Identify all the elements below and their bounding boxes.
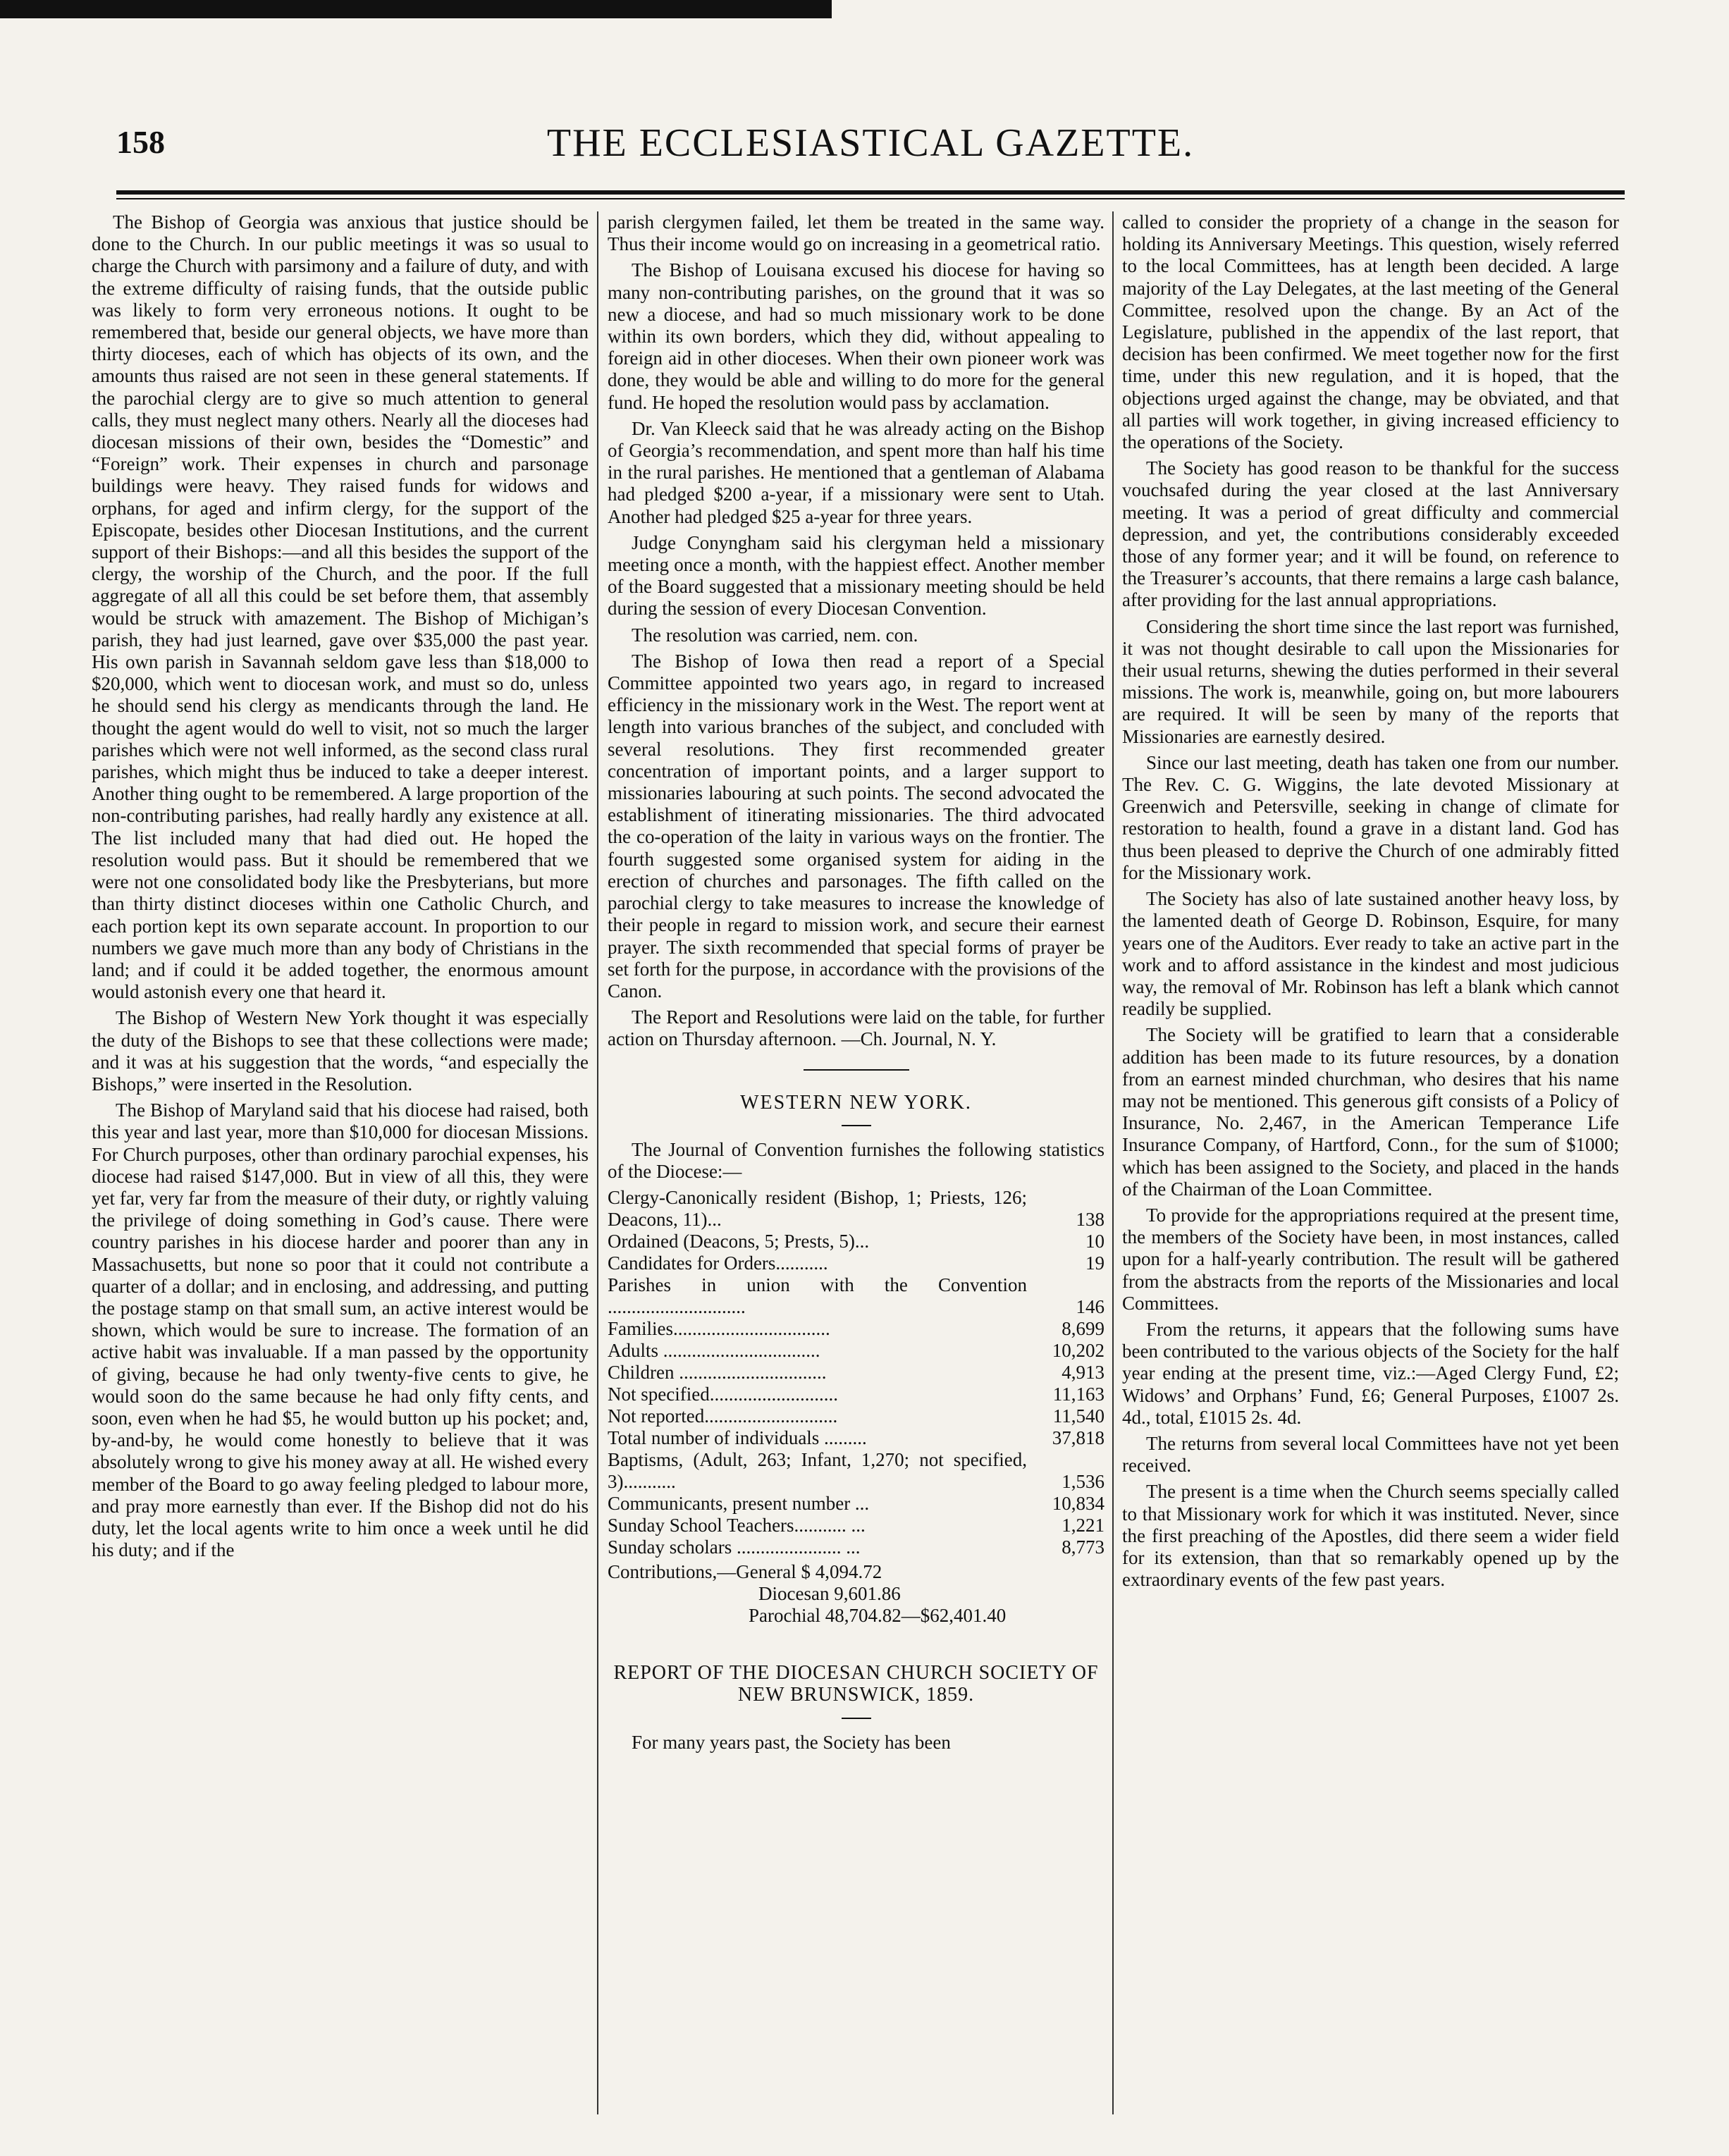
- paragraph-bishop-iowa: The Bishop of Iowa then read a report of a Special Committee appointed two years ago, in regard to increased efficiency in the missionary work in the West. The report went at length into various branches of the subject, and concluded with several resolutions. They first recommended greater concentration of important points, and a larger support to missionaries labouring at such points. The second advocated the establishment of itinerating missionaries. The third advocated the co-operation of the laity in various ways on the frontier. The fourth suggested some organised system for aiding in the erection of churches and parsonages. The fifth called on the parochial clergy to take measures to increase the knowledge of their people in regard to mission work, and secure their earnest prayer. The sixth recommended that special forms of prayer be set forth for the purpose, in accordance with the provisions of the Canon.: [608, 650, 1105, 1002]
- paragraph-death-robinson: The Society has also of late sustained another heavy loss, by the lamented death of George D. Robinson, Esquire, for many years one of the Auditors. Ever ready to take an active part in the work and to afford assistance in the kindest and most judicious way, the removal of Mr. Robinson has left a blank which cannot readily be supplied.: [1122, 888, 1619, 1020]
- statistics-row: [608, 1449, 1105, 1493]
- statistics-row: [608, 1515, 1105, 1536]
- paragraph-missionary-returns: Considering the short time since the last report was furnished, it was not thought desirable to call upon the Missionaries for their usual returns, shewing the duties performed in their several missions. The work is, meanwhile, going on, but more labourers are required. It will be seen by many of the reports that Missionaries are earnestly desired.: [1122, 615, 1619, 747]
- statistics-label: Families.................................: [608, 1318, 830, 1340]
- paragraph-returns-sums: From the returns, it appears that the following sums have been contributed to the various objects of the Society for the half year ending at the present time, viz.:—Aged Clergy Fund, £2; Widows’ and Orphans’ Fund, £6; General Purposes, £1007 2s. 4d., total, £1015 2s. 4d.: [1122, 1318, 1619, 1428]
- statistics-value: 10,834: [1052, 1493, 1105, 1515]
- statistics-value: 37,818: [1052, 1427, 1105, 1449]
- statistics-value: 4,913: [1062, 1362, 1105, 1384]
- statistics-value: 138: [1076, 1209, 1105, 1231]
- column-divider-1: [597, 211, 598, 2114]
- statistics-value: 1,536: [1062, 1471, 1105, 1493]
- statistics-label: Parishes in union with the Convention .............................: [608, 1274, 1027, 1318]
- statistics-label: Clergy-Canonically resident (Bishop, 1; Priests, 126; Deacons, 11)...: [608, 1187, 1027, 1231]
- statistics-row: [608, 1405, 1105, 1427]
- paragraph-insurance-donation: The Society will be gratified to learn that a considerable addition has been made to its future resources, by a donation from an earnest minded churchman, who desires that his name may not be mentioned. This generous gift consists of a Policy of Insurance, No. 2,467, in the American Temperance Life Insurance Company, of Hartford, Conn., for the sum of $1000; which has been assigned to the Society, and placed in the hands of the Chairman of the Loan Committee.: [1122, 1024, 1619, 1200]
- statistics-row: [608, 1340, 1105, 1362]
- section-divider: [804, 1069, 909, 1071]
- paragraph-returns-pending: The returns from several local Committees have not yet been received.: [1122, 1432, 1619, 1477]
- statistics-row: [608, 1274, 1105, 1318]
- statistics-value: 11,540: [1052, 1405, 1105, 1427]
- paragraph-judge-conyngham: Judge Conyngham said his clergyman held a missionary meeting once a month, with the happiest effect. Another member of the Board suggested that a missionary meeting should be held during the session of every Diocesan Convention.: [608, 531, 1105, 620]
- statistics-label: Total number of individuals .........: [608, 1427, 867, 1449]
- column-middle: [608, 211, 1105, 2114]
- paragraph-continuation: parish clergymen failed, let them be treated in the same way. Thus their income would go on increasing in a geometrical ratio.: [608, 211, 1105, 255]
- paragraph-statistics-intro: The Journal of Convention furnishes the following statistics of the Diocese:—: [608, 1138, 1105, 1182]
- statistics-row: [608, 1427, 1105, 1449]
- paragraph-appropriations: To provide for the appropriations required at the present time, the members of the Society have been, in most instances, called upon for a half-yearly contribution. The result will be gathered from the abstracts from the reports of the Missionaries and local Committees.: [1122, 1204, 1619, 1314]
- statistics-row: [608, 1384, 1105, 1405]
- statistics-row: [608, 1252, 1105, 1274]
- newspaper-title: THE ECCLESIASTICAL GAZETTE.: [546, 121, 1195, 165]
- statistics-label: Sunday School Teachers........... ...: [608, 1515, 866, 1536]
- section-title-western-ny: WESTERN NEW YORK.: [740, 1091, 972, 1114]
- statistics-value: 11,163: [1052, 1384, 1105, 1405]
- statistics-label: Adults .................................: [608, 1340, 820, 1362]
- statistics-label: Not reported............................: [608, 1405, 838, 1427]
- paragraph-report-intro: For many years past, the Society has been: [632, 1731, 951, 1753]
- report-title-rule: [842, 1718, 871, 1719]
- statistics-value: 10,202: [1052, 1340, 1105, 1362]
- column-left: [92, 211, 589, 2114]
- paragraph-bishop-louisana: The Bishop of Louisana excused his diocese for having so many non-contributing parishes, on the ground that it was so new a diocese, and had so much missionary work to be done within its own borders, which they did, without appealing to foreign aid in other dioceses. When their own pioneer work was done, they would be able and willing to do more for the general fund. He hoped the resolution would pass by acclamation.: [608, 259, 1105, 413]
- statistics-value: 8,773: [1062, 1536, 1105, 1558]
- statistics-label: Children ...............................: [608, 1362, 827, 1384]
- section-title-new-brunswick-report: REPORT OF THE DIOCESAN CHURCH SOCIETY OF NEW BRUNSWICK, 1859.: [613, 1662, 1099, 1706]
- contributions-diocesan: Diocesan 9,601.86: [758, 1583, 901, 1605]
- statistics-label: Communicants, present number ...: [608, 1493, 870, 1515]
- header-rule-thick: [116, 190, 1625, 195]
- header-rule-thin: [116, 198, 1625, 199]
- paragraph-thankful: The Society has good reason to be thankful for the success vouchsafed during the year closed at the last Anniversary meeting. It was a period of great difficulty and commercial depression, and yet, the contributions considerably exceeded those of any former year; and it will be found, on reference to the Treasurer’s accounts, that there remains a large cash balance, after providing for the last annual appropriations.: [1122, 457, 1619, 611]
- statistics-row: [608, 1362, 1105, 1384]
- contributions-parochial: Parochial 48,704.82—$62,401.40: [749, 1605, 1007, 1627]
- statistics-value: 146: [1076, 1296, 1105, 1318]
- scan-edge-bar: [0, 0, 832, 18]
- contributions-general: Contributions,—General $ 4,094.72: [608, 1561, 882, 1583]
- statistics-row: [608, 1493, 1105, 1515]
- column-right: [1122, 211, 1619, 2114]
- statistics-row: [608, 1231, 1105, 1252]
- column-divider-2: [1112, 211, 1114, 2114]
- paragraph-bishop-maryland: The Bishop of Maryland said that his diocese had raised, both this year and last year, more than $10,000 for diocesan Missions. For Church purposes, other than ordinary parochial expenses, his diocese had raised $147,000. But in view of all this, they were yet far, very far from the measure of their duty, or rightly valuing the privilege of doing something in God’s cause. There were country parishes in his diocese harder and poorer than any in Massachusetts, but none so poor that it could not contribute a quarter of a dollar; and in enclosing, and addressing, and putting the postage stamp on that small sum, an active interest would be shown, which would be sure to increase. The formation of an active habit was invaluable. If a man passed by the opportunity of giving, because he had only twenty-five cents to give, he would soon do the same because he had only fifty cents, and soon, even when he had $5, he would button up his pocket; and, by-and-by, he would come honestly to believe that it was absolutely wrong to give his money away at all. He wished every member of the Board to go away feeling pledged to labour more, and pray more earnestly than ever. If the Bishop did not do his duty, let the local agents write to him once a week until he did his duty; and if the: [92, 1099, 589, 1561]
- statistics-label: Candidates for Orders...........: [608, 1252, 828, 1274]
- statistics-value: 10: [1085, 1231, 1105, 1252]
- paragraph-report-tabled: The Report and Resolutions were laid on the table, for further action on Thursday afternoon. —Ch. Journal, N. Y.: [608, 1006, 1105, 1050]
- page-number: 158: [116, 124, 165, 160]
- statistics-value: 8,699: [1062, 1318, 1105, 1340]
- section-title-rule: [842, 1125, 871, 1126]
- paragraph-missionary-call: The present is a time when the Church seems specially called to that Missionary work for which it was instituted. Never, since the first preaching of the Apostles, did there seem a wider field for its extension, than that so remarkably opened up by the extraordinary events of the few past years.: [1122, 1481, 1619, 1591]
- paragraph-resolution-carried: The resolution was carried, nem. con.: [632, 624, 918, 646]
- paragraph-death-wiggins: Since our last meeting, death has taken one from our number. The Rev. C. G. Wiggins, the late devoted Missionary at Greenwich and Petersville, seeking in change of climate for restoration to health, found a grave in a distant land. God has thus been pleased to deprive the Church of one admirably fitted for the Missionary work.: [1122, 751, 1619, 883]
- statistics-row: [608, 1536, 1105, 1558]
- statistics-row: [608, 1187, 1105, 1231]
- contributions-block: [608, 1561, 1105, 1627]
- paragraph-bishop-western-ny: The Bishop of Western New York thought it was especially the duty of the Bishops to see that these collections were made; and it was at his suggestion that the words, “and especially the Bishops,” were inserted in the Resolution.: [92, 1007, 589, 1095]
- statistics-value: 1,221: [1062, 1515, 1105, 1536]
- statistics-label: Baptisms, (Adult, 263; Infant, 1,270; not specified, 3)...........: [608, 1449, 1027, 1493]
- statistics-label: Sunday scholars ...................... ...: [608, 1536, 861, 1558]
- statistics-label: Ordained (Deacons, 5; Prests, 5)...: [608, 1231, 870, 1252]
- statistics-row: [608, 1318, 1105, 1340]
- statistics-value: 19: [1085, 1252, 1105, 1274]
- statistics-table: [608, 1187, 1105, 1558]
- paragraph-bishop-georgia: The Bishop of Georgia was anxious that justice should be done to the Church. In our public meetings it was so usual to charge the Church with parsimony and a failure of duty, and with the extreme difficulty of raising funds, that the outside public was likely to form very erroneous notions. It ought to be remembered that, beside our general objects, we have more than thirty dioceses, each of which has objects of its own, and the amounts thus raised are not seen in these general statements. If the parochial clergy are to give so much attention to general calls, they must neglect many others. Nearly all the dioceses had diocesan missions of their own, besides the “Domestic” and “Foreign” work. Their expenses in church and parsonage buildings were heavy. They raised funds for widows and orphans, for aged and infirm clergy, for the support of the Episcopate, besides other Diocesan Institutions, and the current support of their Bishops:—and all this besides the support of the clergy, the worship of the Church, and the poor. If the full aggregate of all all this could be set before them, that assembly would be struck with amazement. The Bishop of Michigan’s parish, they had just learned, gave over $35,000 the past year. His own parish in Savannah seldom gave less than $18,000 to $20,000, which went to diocesan work, and must so do, unless he should send his clergy as mendicants through the land. He thought the agent would do well to visit, not so much the larger parishes which were not well informed, as the second class rural parishes, which might thus be induced to take a deeper interest. Another thing ought to be remembered. A large proportion of the non-contributing parishes, had really hardly any existence at all. The list included many that had died out. He hoped the resolution would pass. But it should be remembered that we were not one consolidated body like the Presbyterians, but more than thirty distinct dioceses within one Catholic Church, and each portion kept its own separate account. In proportion to our numbers we gave much more than any body of Christians in the land; and if could it be added together, the enormous amount would astonish every one that heard it.: [92, 211, 589, 1003]
- page-header: [116, 123, 1625, 173]
- paragraph-van-kleeck: Dr. Van Kleeck said that he was already acting on the Bishop of Georgia’s recommendation, and spent more than half his time in the rural parishes. He mentioned that a gentleman of Alabama had pledged $200 a-year, if a missionary were sent to Utah. Another had pledged $25 a-year for three years.: [608, 417, 1105, 527]
- paragraph-anniversary-change: called to consider the propriety of a change in the season for holding its Anniversary Meetings. This question, wisely referred to the local Committees, has at length been decided. A large majority of the Lay Delegates, at the last meeting of the General Committee, resolved upon the change. By an Act of the Legislature, published in the appendix of the last report, that decision has been confirmed. We meet together now for the first time, under this new regulation, and it is hoped, that the objections urged against the change, may be obviated, and that all parties will work together, in giving increased efficiency to the operations of the Society.: [1122, 211, 1619, 453]
- statistics-label: Not specified...........................: [608, 1384, 838, 1405]
